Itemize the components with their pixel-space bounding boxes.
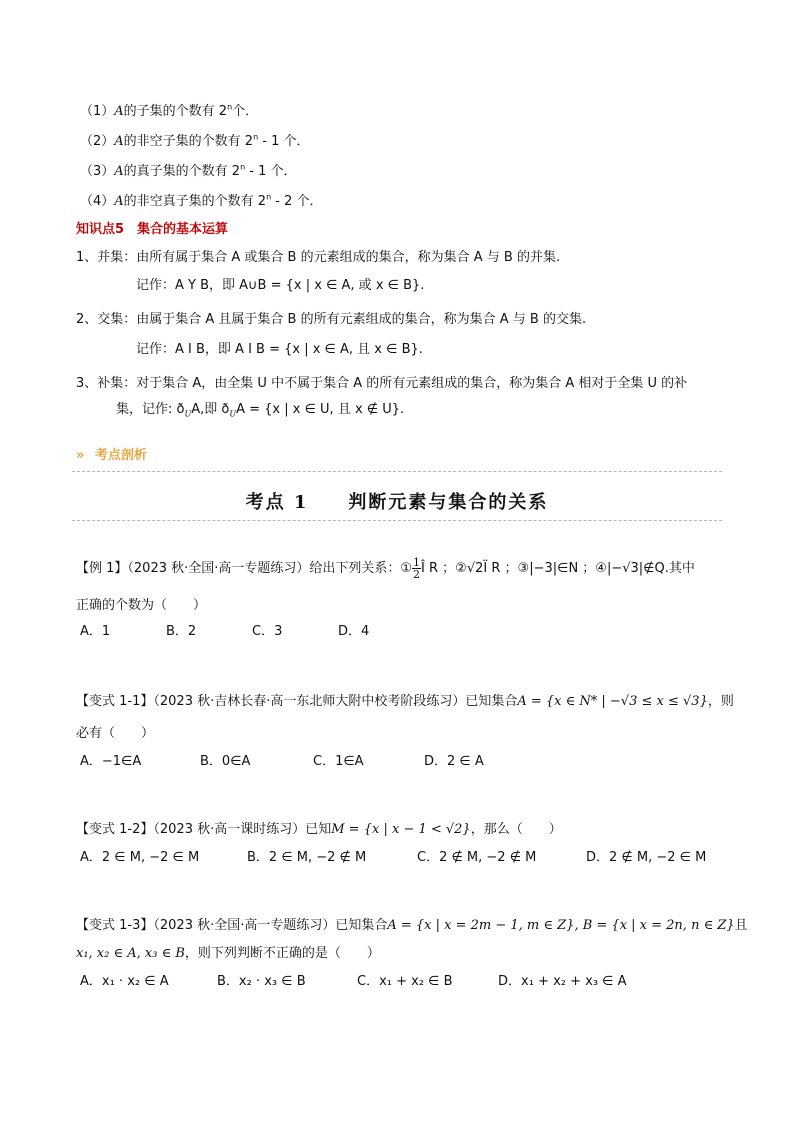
set-variable: A bbox=[114, 104, 124, 119]
set-expression: M = {x | x − 1 < √2} bbox=[331, 822, 471, 837]
option-d[interactable]: D．2 ∈ A bbox=[424, 754, 484, 769]
knowledge-point-title: 知识点5 集合的基本运算 bbox=[76, 222, 229, 237]
complement-notation-part-1: 集，记作: ð bbox=[116, 402, 185, 417]
example-1-stem: 【例 1】（2023 秋·全国·高一专题练习）给出下列关系：① $\frac{1}{2}$ Î R ；②√2Ï R ；③|−3|∈N ；④|−√3|∉Q.其中 bbox=[76, 556, 695, 581]
complement-notation-part-3: A = {x | x ∈ U, 且 x ∉ U}. bbox=[236, 402, 405, 417]
variant-1-2-stem: 【变式 1-2】（2023 秋·高一课时练习）已知M = {x | x − 1 < √2}，那么（ ） bbox=[76, 822, 562, 837]
option-c[interactable]: C．2 ∉ M, −2 ∉ M bbox=[417, 850, 537, 865]
option-b[interactable]: B．x₂ · x₃ ∈ B bbox=[217, 974, 306, 989]
intersection-notation: 记作：A I B，即 A I B = {x | x ∈ A, 且 x ∈ B}. bbox=[136, 342, 423, 357]
set-expression: A = {x ∈ N* | −√3 ≤ x ≤ √3} bbox=[517, 694, 708, 709]
line-tail: - 1 个． bbox=[258, 134, 310, 149]
line-tail: - 2 个． bbox=[271, 194, 323, 209]
item-number: （1） bbox=[80, 104, 115, 119]
option-d[interactable]: D．x₁ + x₂ + x₃ ∈ A bbox=[498, 974, 627, 989]
subset-count-line-3 bbox=[80, 160, 297, 179]
subset-count-line-4 bbox=[80, 190, 323, 209]
option-c[interactable]: C．1∈A bbox=[313, 754, 364, 769]
item-number: （3） bbox=[80, 164, 115, 179]
option-a[interactable]: A．−1∈A bbox=[80, 754, 142, 769]
exponent: n bbox=[227, 102, 233, 112]
variant-1-3-stem: 【变式 1-3】（2023 秋·全国·高一专题练习）已知集合A = {x | x = 2m − 1, m ∈ Z}, B = {x | x = 2n, n ∈ Z}且 bbox=[76, 918, 748, 933]
option-b[interactable]: B．2 bbox=[166, 624, 197, 639]
line-text: 的子集的个数有 2 bbox=[123, 104, 228, 119]
option-c[interactable]: C．3 bbox=[252, 624, 283, 639]
option-b[interactable]: B．0∈A bbox=[200, 754, 251, 769]
subset-count-line-2 bbox=[80, 130, 310, 149]
option-c[interactable]: C．x₁ + x₂ ∈ B bbox=[357, 974, 453, 989]
variable-conditions: x₁, x₂ ∈ A, x₃ ∈ B bbox=[76, 946, 185, 961]
line-tail: 个． bbox=[232, 104, 259, 119]
chevron-icon: » bbox=[76, 448, 83, 463]
item-number: （4） bbox=[80, 194, 115, 209]
section-header bbox=[76, 444, 147, 463]
line-tail: - 1 个． bbox=[245, 164, 297, 179]
item-number: （2） bbox=[80, 134, 115, 149]
topic-title: 考点 1 判断元素与集合的关系 bbox=[245, 492, 549, 513]
set-variable: A bbox=[114, 194, 124, 209]
exponent: n bbox=[240, 162, 246, 172]
complement-notation-part-2: A,即 ð bbox=[191, 402, 230, 417]
intersection-definition: 2、交集：由属于集合 A 且属于集合 B 的所有元素组成的集合，称为集合 A 与 B 的交集. bbox=[76, 312, 587, 327]
variant-1-3-stem-line-2: x₁, x₂ ∈ A, x₃ ∈ B，则下列判断不正确的是（ ） bbox=[76, 946, 380, 961]
set-variable: A bbox=[114, 134, 124, 149]
option-a[interactable]: A．1 bbox=[80, 624, 111, 639]
union-definition: 1、并集：由所有属于集合 A 或集合 B 的元素组成的集合，称为集合 A 与 B 的并集. bbox=[76, 250, 561, 265]
section-label: 考点剖析 bbox=[94, 448, 147, 463]
variant-1-1-stem-line-2: 必有（ ） bbox=[76, 726, 155, 741]
option-a[interactable]: A．x₁ · x₂ ∈ A bbox=[80, 974, 169, 989]
line-text: 的真子集的个数有 2 bbox=[123, 164, 241, 179]
union-notation: 记作：A Y B，即 A∪B = {x | x ∈ A, 或 x ∈ B}. bbox=[136, 278, 425, 293]
example-source: （2023 秋·全国·高一专题练习）给出下列关系：① bbox=[127, 561, 413, 576]
variant-tag: 【变式 1-3】 bbox=[76, 918, 154, 933]
variant-tag: 【变式 1-2】 bbox=[76, 822, 154, 837]
option-b[interactable]: B．2 ∈ M, −2 ∉ M bbox=[247, 850, 367, 865]
example-1-stem-line-2: 正确的个数为（ ） bbox=[76, 598, 207, 613]
line-text: 的非空真子集的个数有 2 bbox=[123, 194, 267, 209]
set-variable: A bbox=[114, 164, 124, 179]
option-a[interactable]: A．2 ∈ M, −2 ∈ M bbox=[80, 850, 200, 865]
subset-count-line-1 bbox=[80, 100, 258, 119]
exponent: n bbox=[266, 192, 272, 202]
option-d[interactable]: D．4 bbox=[338, 624, 370, 639]
example-tag: 【例 1】 bbox=[76, 561, 128, 576]
fraction: $\frac{1}{2}$ bbox=[413, 556, 421, 581]
variant-tag: 【变式 1-1】 bbox=[76, 694, 154, 709]
divider-top bbox=[72, 471, 722, 472]
variant-1-1-stem: 【变式 1-1】（2023 秋·吉林长春·高一东北师大附中校考阶段练习）已知集合A = {x ∈ N* | −√3 ≤ x ≤ √3}，则 bbox=[76, 694, 734, 709]
complement-notation: 集，记作: $ð_UA$,即 $ð_UA = \{x$ | x ∈ U, 且 x ∉ U}. bbox=[116, 402, 405, 419]
complement-definition: 3、补集：对于集合 A，由全集 U 中不属于集合 A 的所有元素组成的集合，称为集合 A 相对于全集 U 的补 bbox=[76, 376, 688, 391]
option-d[interactable]: D．2 ∉ M, −2 ∈ M bbox=[586, 850, 707, 865]
divider-bottom bbox=[72, 520, 722, 521]
exponent: n bbox=[253, 132, 259, 142]
set-expression: A = {x | x = 2m − 1, m ∈ Z}, B = {x | x = 2n, n ∈ Z} bbox=[387, 918, 735, 933]
line-text: 的非空子集的个数有 2 bbox=[123, 134, 254, 149]
